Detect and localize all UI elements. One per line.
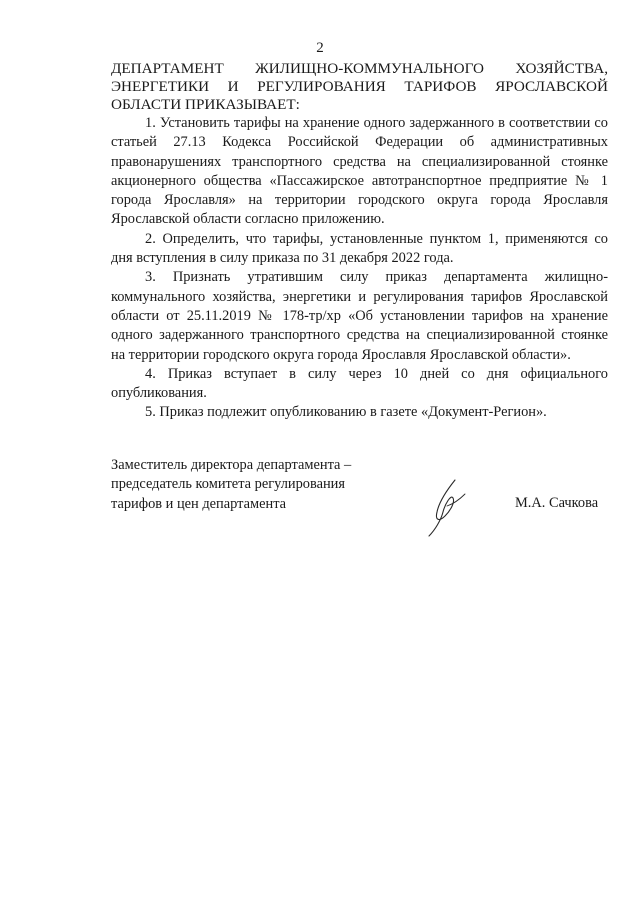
order-item-5: 5. Приказ подлежит опубликованию в газете «Документ-Регион». xyxy=(145,404,547,421)
header-line: ОБЛАСТИ ПРИКАЗЫВАЕТ: xyxy=(111,96,300,113)
signatory-position xyxy=(111,456,351,514)
header-line: ЭНЕРГЕТИКИ И РЕГУЛИРОВАНИЯ ТАРИФОВ ЯРОСЛАВСКОЙ xyxy=(111,78,608,95)
page-number: 2 xyxy=(316,40,324,56)
order-item-4: 4. Приказ вступает в силу через 10 дней со дня официального опубликования. xyxy=(111,365,608,402)
order-body xyxy=(111,114,608,423)
signatory-position-line: председатель комитета регулирования xyxy=(111,476,345,493)
order-header xyxy=(111,60,608,114)
order-item-3: 3. Признать утратившим силу приказ департамента жилищно-коммунального хозяйства, энергетики и регулирования тарифов Ярославской области от 25.11.2019 № 178-тр/хр «Об установлении тарифов на хранение одного задержанного транспортного средства на специализированной стоянке на территории городского округа города Ярославля Ярославской области». xyxy=(111,269,608,363)
signatory-name: М.А. Сачкова xyxy=(515,495,599,511)
header-line: ДЕПАРТАМЕНТ ЖИЛИЩНО-КОММУНАЛЬНОГО ХОЗЯЙСТВА, xyxy=(111,60,608,77)
handwritten-signature xyxy=(425,476,475,538)
order-item-1: 1. Установить тарифы на хранение одного задержанного в соответствии со статьей 27.13 Кодекса Российской Федерации об административных правонарушениях транспортного средства на специализированной стоянке акционерного общества «Пассажирское автотранспортное предприятие № 1 города Ярославля» на территории городского округа города Ярославля Ярославской области согласно приложению. xyxy=(111,115,608,228)
signatory-position-line: Заместитель директора департамента – xyxy=(111,457,352,473)
signatory-position-line: тарифов и цен департамента xyxy=(111,495,287,512)
order-item-2: 2. Определить, что тарифы, установленные пунктом 1, применяются со дня вступления в силу приказа по 31 декабря 2022 года. xyxy=(111,230,608,267)
